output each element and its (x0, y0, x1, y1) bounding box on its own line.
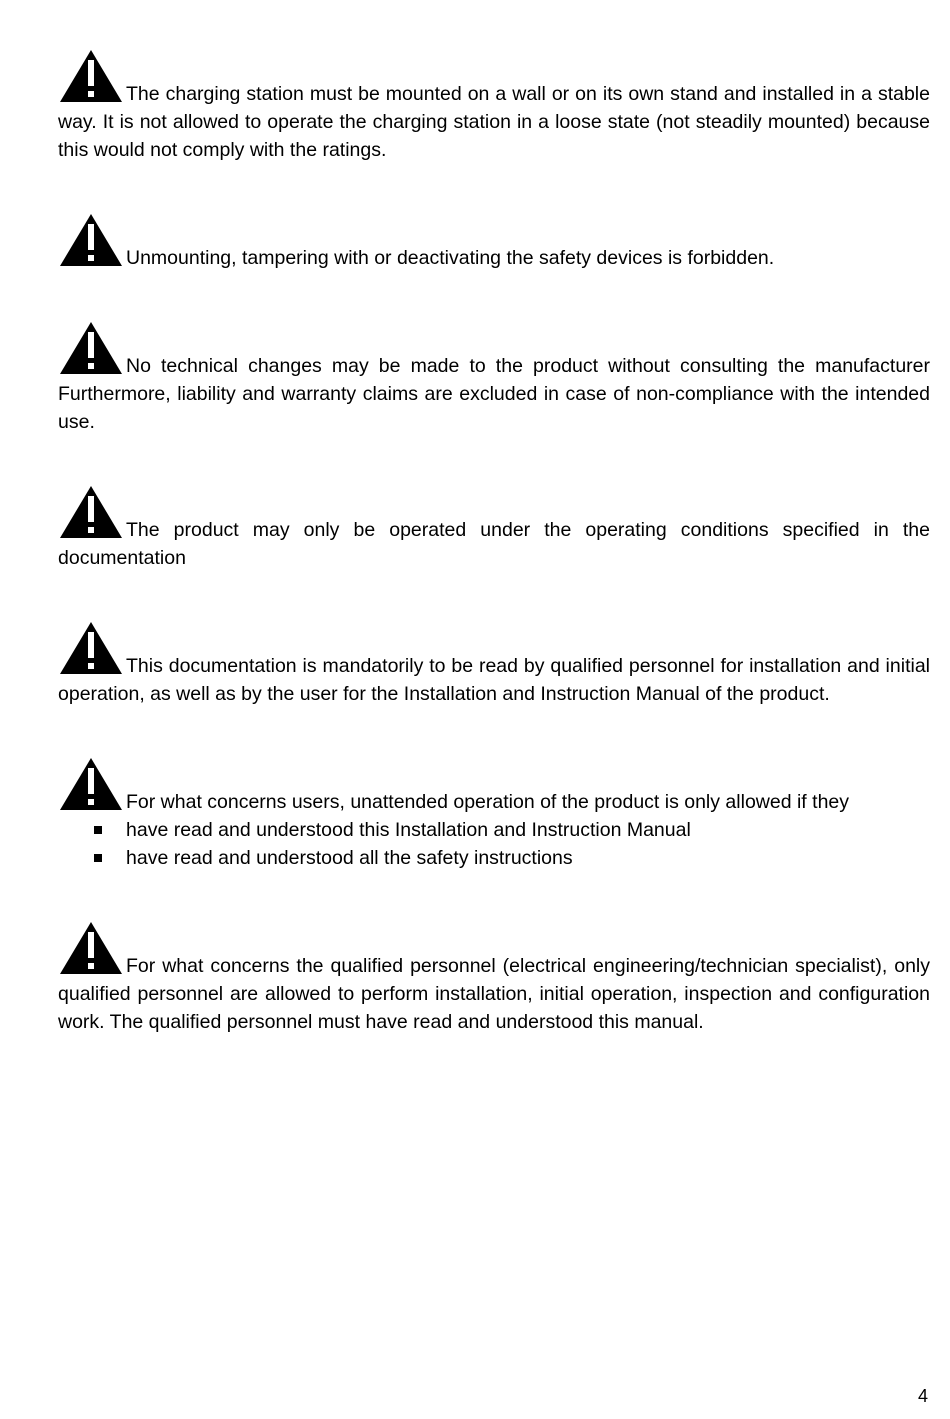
warning-triangle-icon (58, 212, 124, 268)
safety-warning-documentation (58, 620, 930, 708)
warning-triangle-icon (58, 620, 124, 676)
document-page (58, 48, 930, 1036)
warning-triangle-icon (58, 48, 124, 104)
warning-text: No technical changes may be made to the product without consulting the manufacturer Furthermore, liability and warranty claims are excluded in case of non-compliance with the intended use. (58, 355, 930, 433)
warning-triangle-icon (58, 756, 124, 812)
list-item (58, 844, 930, 872)
warning-text: For what concerns the qualified personnel (electrical engineering/technician specialist), only qualified personnel are allowed to perform installation, initial operation, inspection and configuration work. The qualified personnel must have read and understood this manual. (58, 955, 930, 1033)
safety-warning-safety-devices (58, 212, 930, 272)
warning-triangle-icon (58, 484, 124, 540)
warning-triangle-icon (58, 920, 124, 976)
square-bullet-icon (94, 826, 102, 834)
safety-warning-operating-conditions (58, 484, 930, 572)
warning-triangle-icon (58, 320, 124, 376)
warning-text: The charging station must be mounted on a wall or on its own stand and installed in a stable way. It is not allowed to operate the charging station in a loose state (not steadily mounted) because this would not comply with the ratings. (58, 83, 930, 161)
list-item-text: have read and understood this Installation and Instruction Manual (126, 819, 691, 841)
warning-text: For what concerns users, unattended operation of the product is only allowed if they (126, 791, 850, 813)
list-item (58, 816, 930, 844)
safety-warning-users (58, 756, 930, 872)
list-item-text: have read and understood all the safety instructions (126, 847, 573, 869)
square-bullet-icon (94, 854, 102, 862)
safety-warning-technical-changes (58, 320, 930, 436)
warning-text: This documentation is mandatorily to be read by qualified personnel for installation and initial operation, as well as by the user for the Installation and Instruction Manual of the product. (58, 655, 930, 705)
page-number: 4 (917, 1386, 928, 1406)
safety-warning-mounting (58, 48, 930, 164)
warning-text: The product may only be operated under the operating conditions specified in the documentation (58, 519, 930, 569)
safety-warning-qualified-personnel (58, 920, 930, 1036)
requirements-list (58, 816, 930, 872)
warning-text: Unmounting, tampering with or deactivating the safety devices is forbidden. (126, 247, 775, 269)
